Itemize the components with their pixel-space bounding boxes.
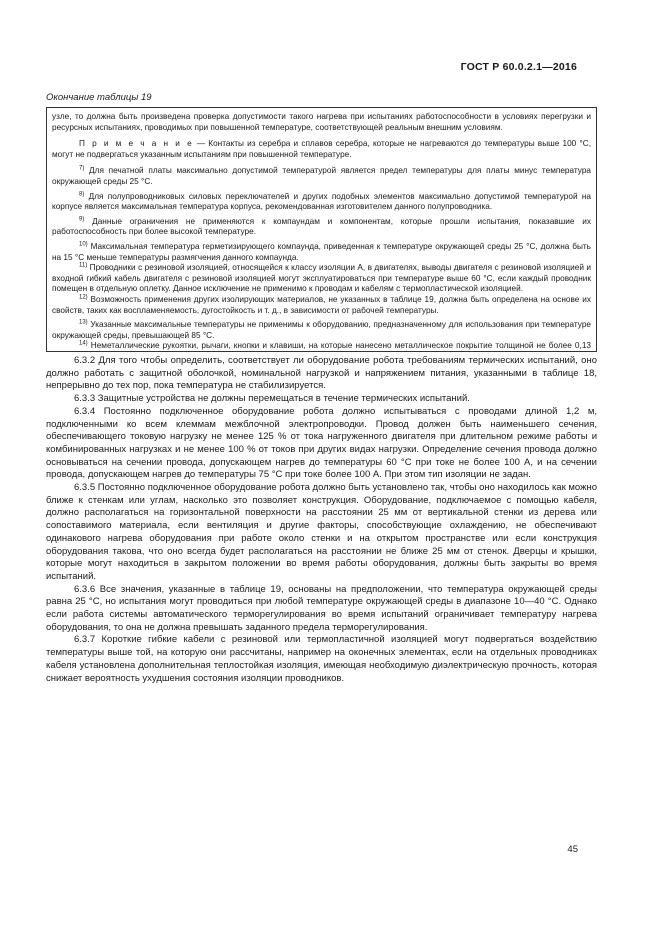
note-text: — Контакты из серебра и сплавов серебра, которые не нагреваются до температуры выше 100 °С, могут не подвергаться указанным испытаниям при повышенной температуре.: [52, 139, 592, 159]
footnote-text: Максимальная температура герметизирующего компаунда, приведенная к температуре окружающей среды 25 °С, должна быть на 15 °С меньше температуры размягчения данного компаунда.: [52, 241, 591, 262]
footnote-text: Возможность применения других изолирующих материалов, не указанных в таблице 19, должна быть определена на основе их свойств, таких как воспламеняемость, дугостойкость и т. д., в зависимости от рабочей температуры.: [52, 294, 591, 315]
footnote-text: Для полупроводниковых силовых переключателей и других подобных элементов максимально допустимой температурой на корпусе является максимальная температура корпуса, рекомендованная изготовителем данного полупроводника.: [52, 191, 591, 212]
footnote-number: 14): [79, 340, 88, 347]
footnote-number: 9): [79, 216, 85, 222]
footnote-text: Проводники с резиновой изоляцией, относящейся к классу изоляции А, в двигателях, выводы двигателя с резиновой изоляцией и входной гибкий кабель двигателя с резиновой изоляцией могут эксплуатироваться при температуре выше 60 °С, если каждый проводник помещен в отдельную оплетку. Данное исключение не применимо к проводам и кабелям с термопластической изоляцией.: [52, 263, 591, 294]
footnote-number: 8): [79, 190, 85, 197]
footnote-number: 12): [79, 294, 88, 301]
page-number: 45: [567, 844, 578, 855]
footnote-number: 11): [79, 262, 88, 269]
footnote-8: [52, 192, 591, 213]
paragraph-6-3-7: 6.3.7 Короткие гибкие кабели с резиновой или термопластичной изоляцией могут подвергаться воздействию температуры выше той, на которую они рассчитаны, например на оконечных элементах, если на отдельных проводниках кабеля установлена дополнительная теплостойкая изоляция, имеющая необходимую диэлектрическую прочность, которая снижает вероятность ухудшения состояния изоляции проводников.: [46, 634, 597, 684]
footnote-number: 10): [79, 241, 88, 248]
footnote-text: Для печатной платы максимально допустимой температурой является предел температуры для платы минус температура окружающей среды 25 °С.: [52, 166, 591, 186]
table-continuation-caption: Окончание таблицы 19: [46, 92, 152, 103]
document-code: ГОСТ Р 60.0.2.1—2016: [460, 61, 577, 73]
paragraph-6-3-5: 6.3.5 Постоянно подключенное оборудование робота должно быть установлено так, чтобы оно находилось как можно ближе к стенкам или углам, насколько это позволяет конструкция. Оборудование, подключаемое с помощью кабеля, должно располагаться на горизонтальной поверхности на расстоянии 25 мм от вертикальной стенки из дерева или сопоставимого материала, если вентиляция и другие факторы, способствующие охлаждению, не обеспечивают одинакового нагрева оборудования при работе около стенки и на открытом пространстве или если конструкция оборудования такова, что оно всегда будет располагаться на расстоянии не ближе 25 мм от стенок. Дверцы и крышки, которые могут находиться в закрытом положении во время работы оборудования, должны быть закрыты во время испытаний.: [46, 482, 597, 582]
paragraph-6-3-3: 6.3.3 Защитные устройства не должны перемещаться в течение термических испытаний.: [74, 393, 470, 405]
paragraph-6-3-4: 6.3.4 Постоянно подключенное оборудование робота должно испытываться с проводами длиной 1,2 м, подключенными ко всем клеммам межблочной электропроводки. Провод должен быть наименьшего сечения, обеспечивающего токовую нагрузку не менее 125 % от тока нагруженного двигателя при длительном режиме работы и комбинированных нагрузках и не менее 100 % от токов при других видах нагрузки. Определение сечения провода должно основываться на сечении провода, допускающем нагрев до температуры 60 °С при токе не более 100 А, и на сечении провода, допускающем нагрев до температуры 75 °С при токе более 100 А. При этом тип изоляции не задан.: [46, 405, 597, 481]
table-intro-text: узле, то должна быть произведена проверка допустимости такого нагрева при испытаниях работоспособности в условиях перегрузки и ресурсных испытаниях, проводимых при повышенной температуре, соответствующей реальным внешним условиям.: [52, 112, 591, 132]
table-note: [52, 139, 591, 160]
footnote-text: Неметаллические рукоятки, рычаги, кнопки и клавиши, на которые нанесено металлическое покрытие толщиной не более 0,13: [90, 341, 591, 351]
footnote-11: [52, 263, 591, 295]
footnote-7: [52, 166, 591, 187]
footnote-number: 7): [79, 165, 85, 172]
footnote-9: [52, 217, 591, 238]
note-label: П р и м е ч а н и е: [79, 139, 194, 149]
footnote-10: [52, 242, 591, 263]
footnote-number: 13): [79, 319, 88, 326]
paragraph-6-3-6: 6.3.6 Все значения, указанные в таблице 19, основаны на предположении, что температура окружающей среды равна 25 °С, но испытания могут проводиться при любой температуре окружающей среды в диапазоне 10—40 °С. Однако если работа системы автоматического терморегулирования во время испытаний ограничивает температуру нагрева оборудования, то она не должна превышать заданного предела терморегулирования.: [46, 583, 597, 633]
footnote-text: Указанные максимальные температуры не применимы к оборудованию, предназначенному для использования при температуре окружающей среды, превышающей 85 °С.: [52, 320, 591, 340]
footnote-12: [52, 295, 591, 316]
footnote-14: [52, 341, 591, 352]
table-19-footnotes-box: [46, 107, 597, 352]
document-body: [46, 355, 597, 685]
footnote-13: [52, 320, 591, 341]
paragraph-6-3-2: 6.3.2 Для того чтобы определить, соответствует ли оборудование робота требованиям термических испытаний, оно должно работать с защитной оболочкой, номинальной нагрузкой и напряжением питания, указанными в таблице 18, непрерывно до тех пор, пока температура не стабилизируется.: [46, 355, 597, 392]
footnote-text: Данные ограничения не применяются к компаундам и компонентам, которые прошли испытания, показавшие их работоспособность при более высокой температуре.: [52, 216, 591, 237]
